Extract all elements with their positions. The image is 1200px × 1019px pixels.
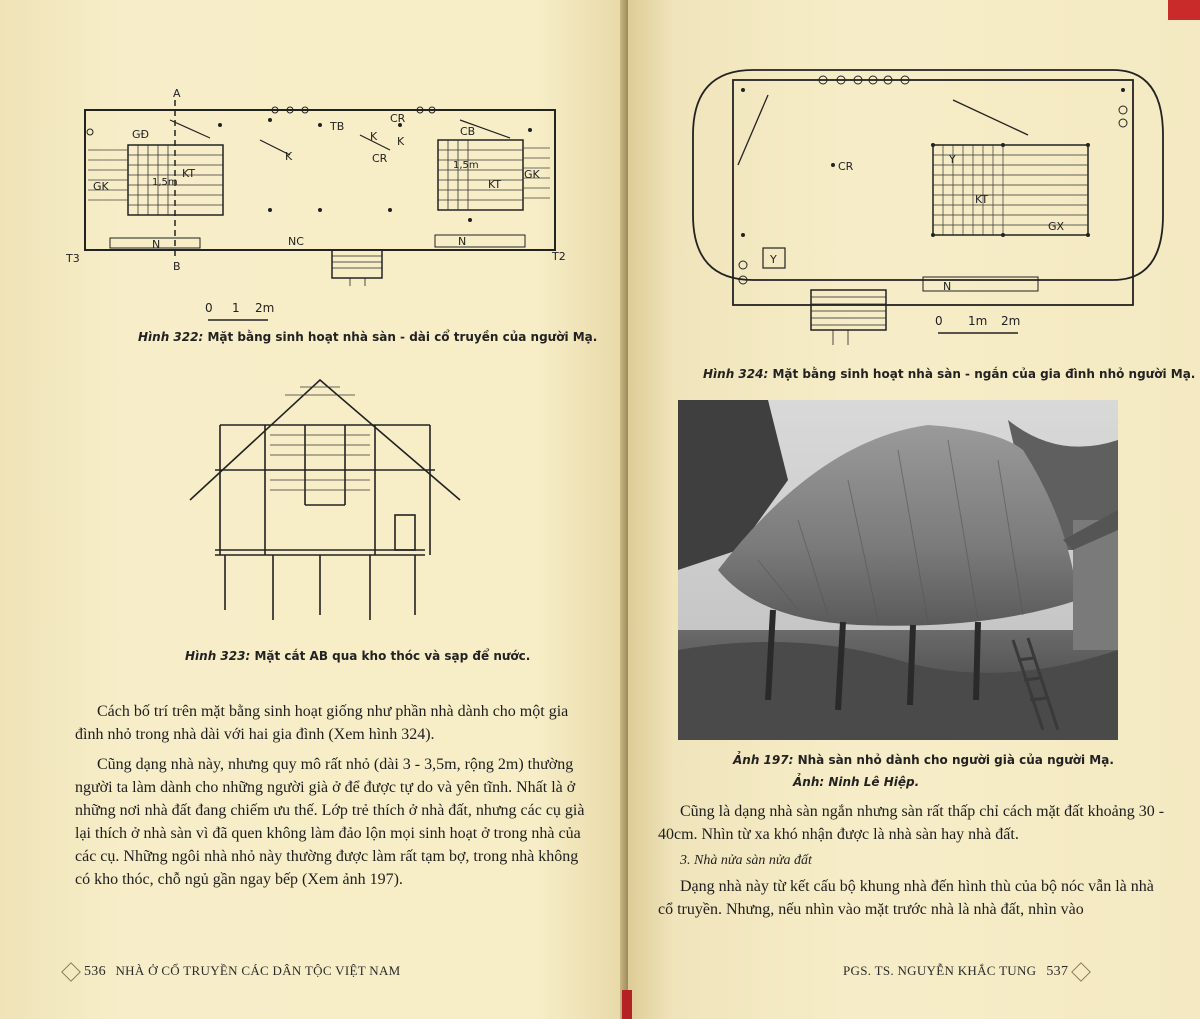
left-paragraph-1: Cách bố trí trên mặt bằng sinh hoạt giống như phần nhà dành cho một gia đình nhỏ trong nhà dài với hai gia đình (Xem hình 324).: [75, 703, 569, 743]
right-paragraph-2: Dạng nhà này từ kết cấu bộ khung nhà đến hình thù của bộ nóc vẫn là nhà cổ truyền. Nhưng, nếu nhìn vào mặt trước nhà là nhà đất, nhìn vào: [658, 878, 1154, 918]
fig324-label-n: N: [943, 280, 952, 293]
fig324-scale-2m: 2m: [1001, 314, 1021, 328]
fig324-scale-0: 0: [935, 314, 943, 328]
figure-322-caption: [138, 330, 597, 344]
figure-323-section-drawing: [185, 375, 475, 645]
scale-0: 0: [205, 301, 213, 315]
figure-323-caption-text: Mặt cắt AB qua kho thóc và sạp để nước.: [250, 649, 531, 663]
fig324-label-kt: KT: [975, 193, 989, 206]
label-b: B: [173, 260, 181, 273]
label-gd: GĐ: [132, 128, 150, 141]
label-gk-right: GK: [524, 168, 540, 181]
left-running-title: NHÀ Ở CỔ TRUYỀN CÁC DÂN TỘC VIỆT NAM: [115, 963, 401, 978]
right-running-author: PGS. TS. NGUYỄN KHẮC TUNG: [843, 963, 1037, 978]
label-kt-left: KT: [182, 167, 196, 180]
label-cr-top: CR: [390, 112, 406, 125]
label-k3: K: [370, 130, 378, 143]
figure-324-caption: [703, 367, 1195, 381]
label-n-right: N: [458, 235, 467, 248]
right-body-text: [658, 800, 1168, 921]
figure-323-caption-label: Hình 323:: [185, 649, 251, 663]
right-paragraph-1: Cũng là dạng nhà sàn ngắn nhưng sàn rất thấp chỉ cách mặt đất khoảng 30 - 40cm. Nhìn từ xa khó nhận được là nhà sàn hay nhà đất.: [658, 803, 1165, 843]
ornament-icon: [61, 962, 81, 982]
label-k2: K: [397, 135, 405, 148]
spine-ribbon: [622, 990, 632, 1019]
label-height-left: 1,5m: [152, 177, 178, 188]
right-page-number: 537: [1046, 964, 1069, 979]
figure-322-floor-plan: [60, 80, 580, 330]
scale-1: 1: [232, 301, 240, 315]
label-nc: NC: [288, 235, 304, 248]
photo-197-credit-text: Ảnh: Ninh Lê Hiệp.: [793, 775, 920, 789]
figure-324-floor-plan: [683, 65, 1173, 355]
figure-323-caption: [185, 649, 530, 663]
label-k1: K: [285, 150, 293, 163]
fig324-label-cr: CR: [838, 160, 854, 173]
label-gk-left: GK: [93, 180, 109, 193]
photo-197-caption: [733, 753, 1114, 767]
label-t2: T2: [552, 250, 566, 263]
fig324-label-y-top: Y: [949, 153, 956, 166]
fig324-scale-1m: 1m: [968, 314, 988, 328]
bookmark-ribbon: [1168, 0, 1200, 20]
figure-324-caption-text: Mặt bằng sinh hoạt nhà sàn - ngắn của gia đình nhỏ người Mạ.: [768, 367, 1196, 381]
label-height-right: 1,5m: [453, 160, 479, 171]
left-paragraph-2: Cũng dạng nhà này, nhưng quy mô rất nhỏ (dài 3 - 3,5m, rộng 2m) thường người ta làm dành cho những người già ở để được tự do và yên tĩnh. Nhất là ở những nơi nhà đất đang chiếm ưu thế. Lớp trẻ thích ở nhà đất, nhưng các cụ già lại thích ở nhà sàn vì đã quen không làm đảo lộn mọi sinh hoạt ở trong nhà của các cụ. Những ngôi nhà nhỏ này thường được làm rất tạm bợ, trong nhà không có kho thóc, chỗ ngủ gần ngay bếp (Xem ảnh 197).: [75, 756, 585, 888]
right-page: [628, 0, 1200, 1019]
label-n-left: N: [152, 238, 161, 251]
label-t3: T3: [66, 252, 80, 265]
right-subheading: 3. Nhà nửa sàn nửa đất: [680, 853, 812, 868]
fig324-label-gx: GX: [1048, 220, 1065, 233]
figure-322-caption-text: Mặt bằng sinh hoạt nhà sàn - dài cổ truyền của người Mạ.: [203, 330, 598, 344]
figure-324-caption-label: Hình 324:: [703, 367, 769, 381]
right-footer: [843, 963, 1094, 980]
fig324-label-y-bottom: Y: [770, 253, 777, 266]
ornament-icon: [1071, 962, 1091, 982]
scale-2m: 2m: [255, 301, 275, 315]
photo-197-caption-text: Nhà sàn nhỏ dành cho người già của người Mạ.: [793, 753, 1114, 767]
left-page-number: 536: [84, 964, 106, 979]
label-kt-right: KT: [488, 178, 502, 191]
photo-197-caption-label: Ảnh 197:: [733, 753, 794, 767]
figure-322-caption-label: Hình 322:: [138, 330, 204, 344]
left-body-text: [75, 700, 595, 891]
label-tb: TB: [330, 120, 345, 133]
label-cb: CB: [460, 125, 476, 138]
left-footer: [58, 963, 401, 980]
photo-197-stilt-house: [678, 400, 1118, 740]
label-cr-mid: CR: [372, 152, 388, 165]
photo-197-credit: [793, 775, 919, 789]
label-a: A: [173, 87, 181, 100]
